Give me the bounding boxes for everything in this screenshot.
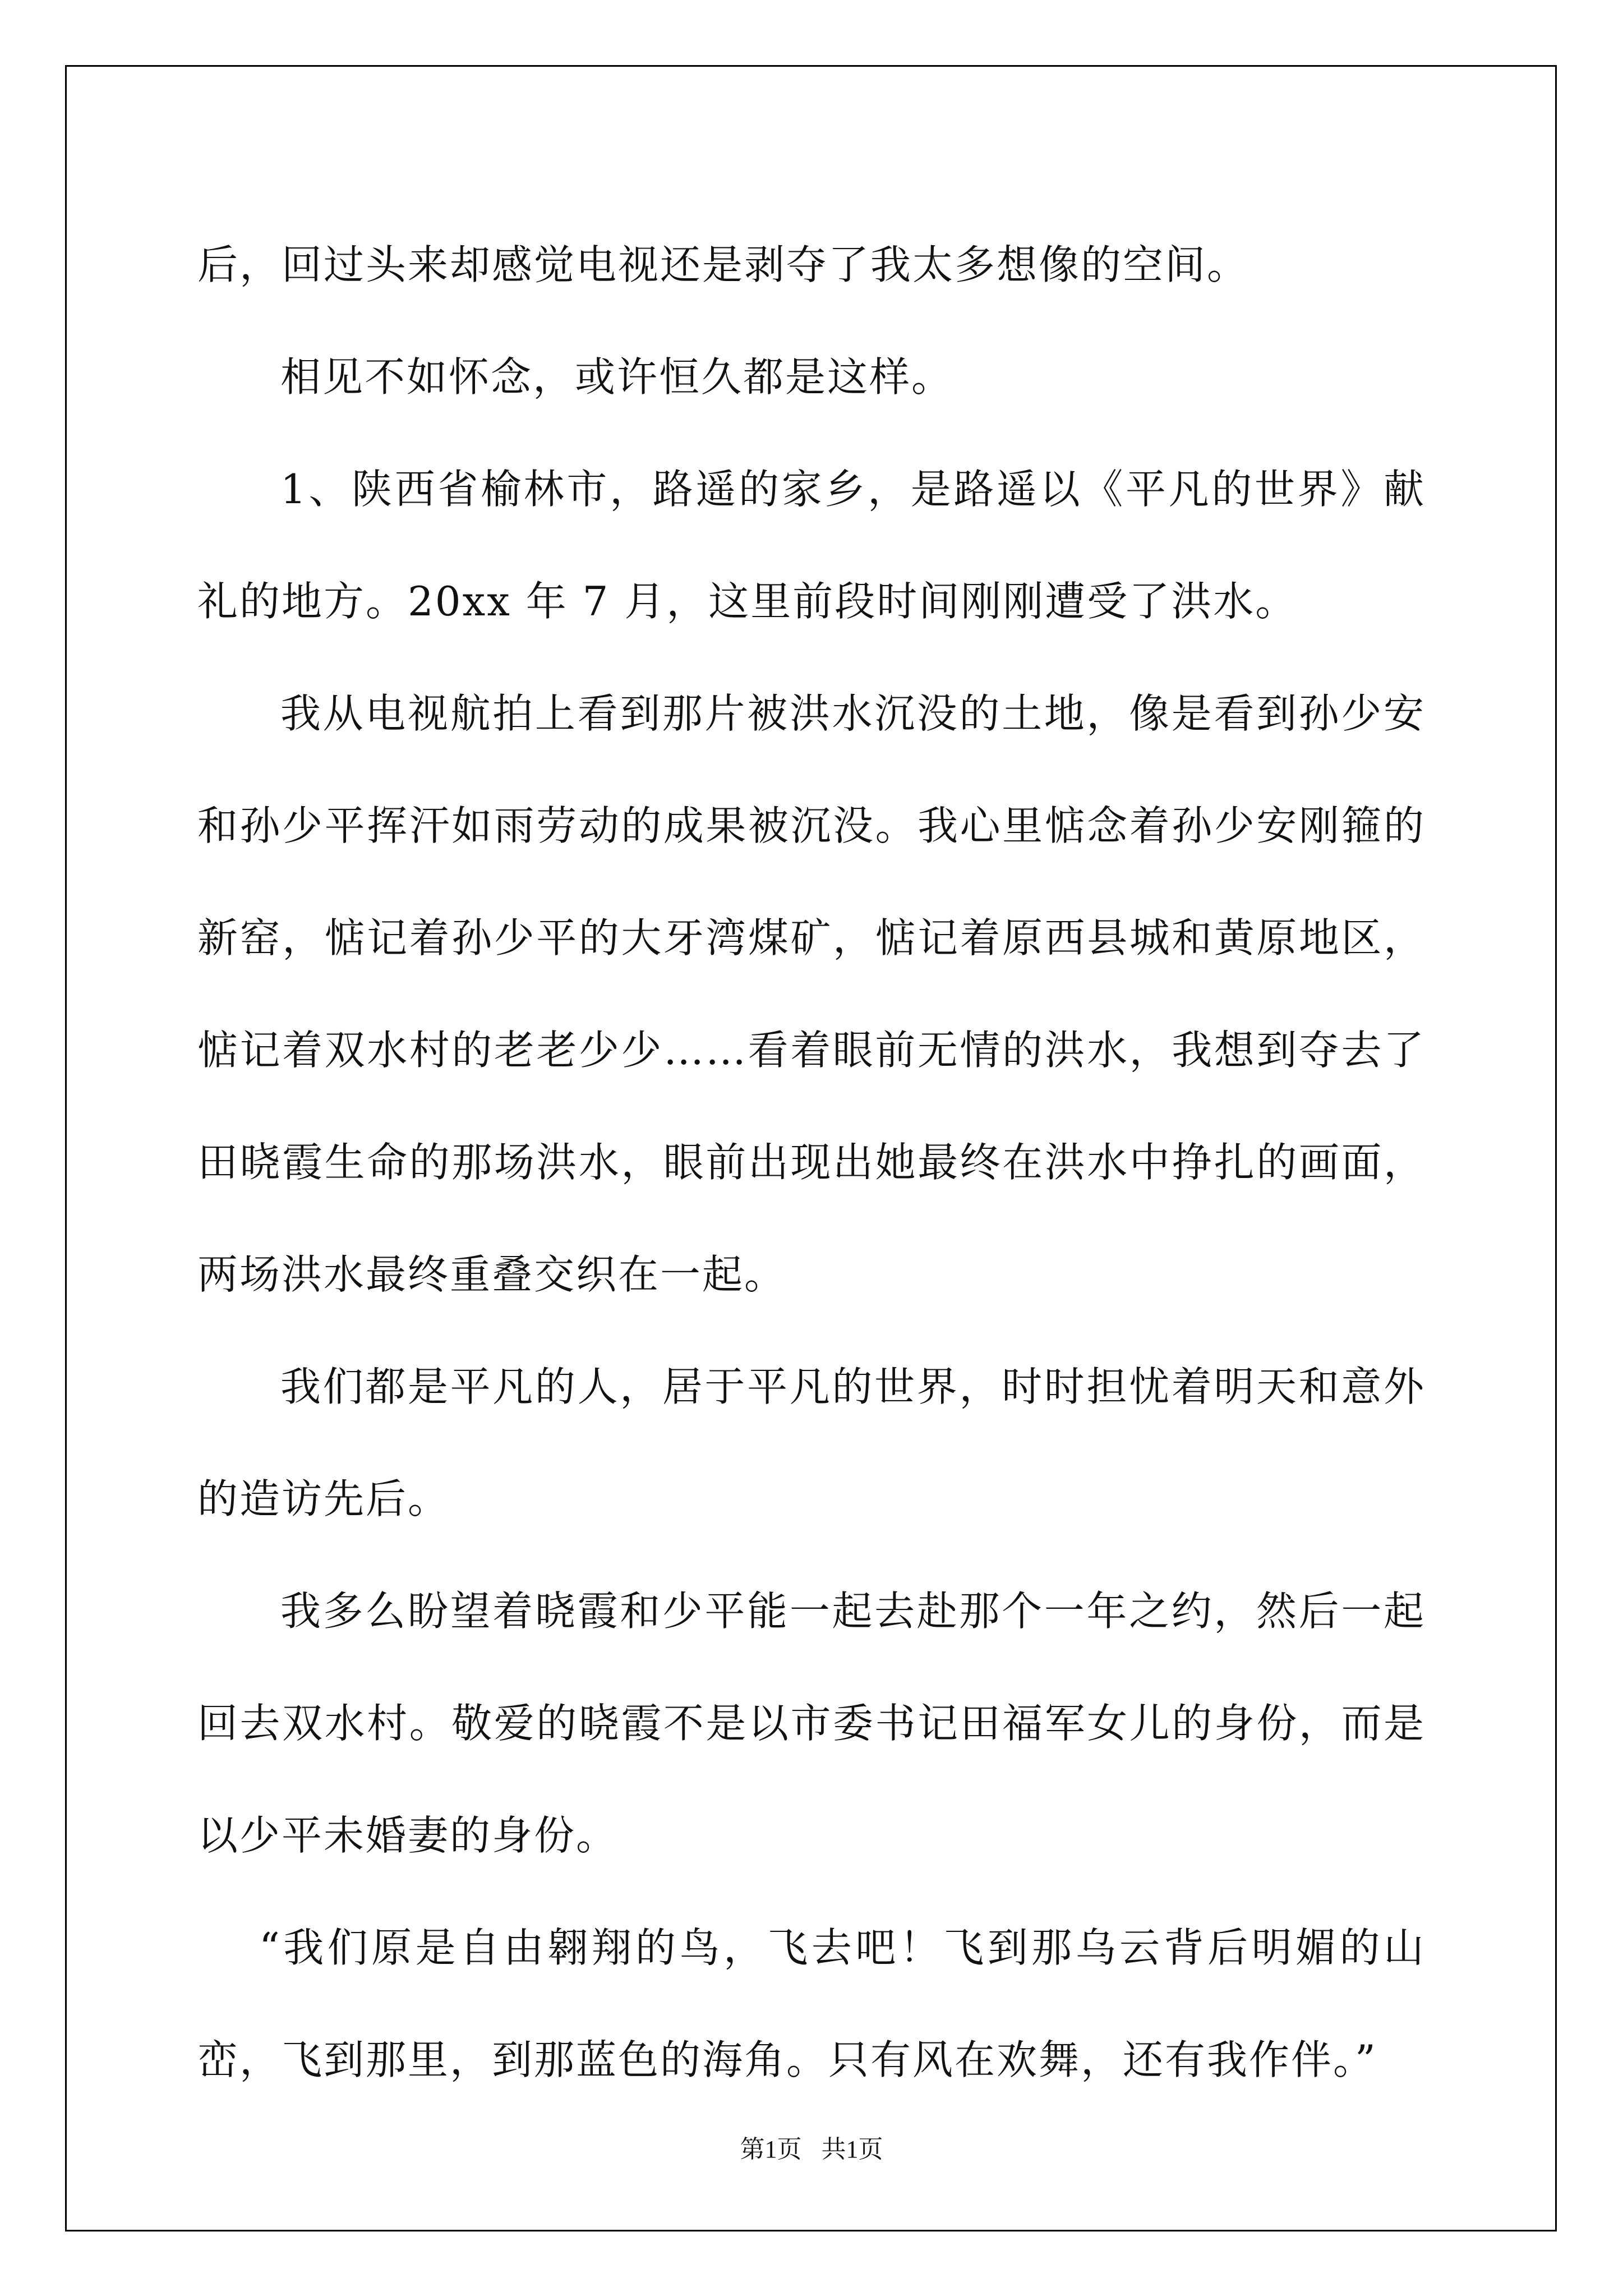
paragraph: 相见不如怀念，或许恒久都是这样。 xyxy=(280,353,954,401)
paragraph: 我们都是平凡的人，居于平凡的世界，时时担忧着明天和意外的造访先后。 xyxy=(197,1363,1426,1522)
document-body xyxy=(197,209,1426,2116)
page-total: 共1页 xyxy=(821,2136,883,2163)
page-footer xyxy=(0,2129,1623,2165)
paragraph: “我们原是自由翱翔的鸟，飞去吧！飞到那乌云背后明媚的山峦，飞到那里，到那蓝色的海角。只有风在欢舞，还有我作伴。” xyxy=(197,1924,1426,2083)
paragraph: 1、陕西省榆林市，路遥的家乡，是路遥以《平凡的世界》献礼的地方。20xx 年 7 月，这里前段时间刚刚遭受了洪水。 xyxy=(197,466,1426,625)
page-number: 第1页 xyxy=(740,2136,802,2163)
paragraph: 后，回过头来却感觉电视还是剥夺了我太多想像的空间。 xyxy=(197,241,1249,288)
paragraph: 我多么盼望着晓霞和少平能一起去赴那个一年之约，然后一起回去双水村。敬爱的晓霞不是以市委书记田福军女儿的身份，而是以少平未婚妻的身份。 xyxy=(197,1588,1426,1859)
paragraph: 我从电视航拍上看到那片被洪水沉没的土地，像是看到孙少安和孙少平挥汗如雨劳动的成果被沉没。我心里惦念着孙少安刚箍的新窑，惦记着孙少平的大牙湾煤矿，惦记着原西县城和黄原地区，惦记着双水村的老老少少……看着眼前无情的洪水，我想到夺去了田晓霞生命的那场洪水，眼前出现出她最终在洪水中挣扎的画面，两场洪水最终重叠交织在一起。 xyxy=(197,690,1426,1298)
